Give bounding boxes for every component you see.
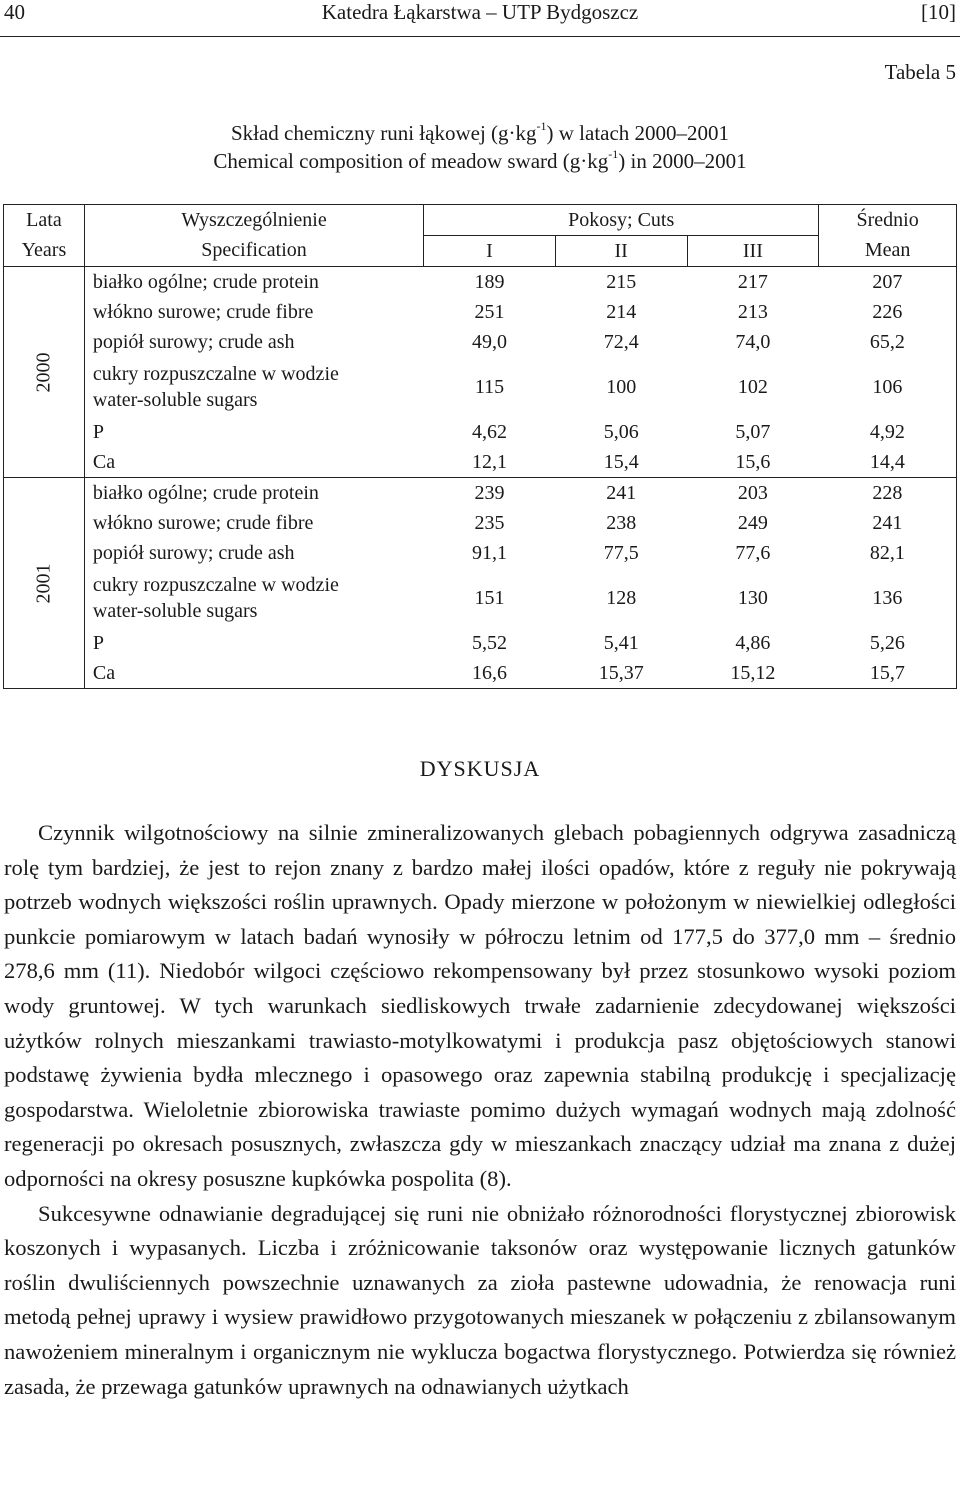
value-cell: 4,86 — [735, 631, 771, 654]
value-cell: 15,37 — [555, 658, 687, 689]
spec-cell: popiół surowy; crude ash — [92, 331, 295, 353]
mean-cell: 207 — [819, 267, 957, 298]
table-row — [4, 478, 957, 509]
value-cell: 74,0 — [735, 330, 771, 353]
header-cut-1: I — [424, 236, 556, 267]
value-cell: 189 — [474, 270, 505, 293]
paragraph: Sukcesywne odnawianie degradującej się runi nie obniżało różnorodności florystycznej zbiorowisk koszonych i wypasanych. Liczba i zróżnicowanie taksonów oraz występowanie licznych gatunków roślin dwuliściennych powszechnie uznawanych za zioła pastewne udowadnia, że renowacja runi metodą pełnej uprawy i wysiew prawidłowo przygotowanych mieszanek w połączeniu z zbilansowanym nawożeniem mineralnym i organicznym nie wyklucza bogactwa florystycznego. Potwierdza się również zasada, że przewaga gatunków uprawnych na odnawianych użytkach — [4, 1200, 956, 1399]
header-years-en: Years — [4, 236, 85, 267]
mean-cell: 65,2 — [819, 327, 957, 357]
header-mean: Średnio — [819, 205, 957, 236]
header-cuts: Pokosy; Cuts — [424, 205, 819, 236]
header-cut-2: II — [555, 236, 687, 267]
spec-cell — [84, 568, 423, 628]
value-cell: 251 — [474, 300, 505, 323]
value-cell: 115 — [474, 375, 505, 398]
year-label: 2000 — [32, 352, 55, 392]
header-specification-en: Specification — [84, 236, 423, 267]
value-cell: 217 — [737, 270, 768, 293]
table-row — [4, 568, 957, 628]
value-cell: 102 — [737, 375, 768, 398]
header-specification: Wyszczególnienie — [84, 205, 423, 236]
table-row — [4, 658, 957, 689]
value-cell: 49,0 — [472, 330, 508, 353]
spec-cell: Ca — [84, 447, 423, 478]
spec-cell: Ca — [84, 658, 423, 689]
running-title: Katedra Łąkarstwa – UTP Bydgoszcz — [321, 0, 639, 24]
value-cell: 238 — [606, 511, 637, 534]
value-cell: 77,6 — [735, 541, 771, 564]
value-cell: 203 — [737, 481, 768, 504]
table-caption-polish: Skład chemiczny runi łąkowej $(g\cdot kg^{-1})$ w latach 2000–2001 — [230, 119, 730, 145]
value-cell: 4,62 — [472, 420, 508, 443]
spec-line-en: water-soluble sugars — [92, 600, 258, 622]
spec-cell: włókno surowe; crude fibre — [92, 301, 314, 323]
value-cell: 100 — [606, 375, 637, 398]
table-row — [4, 447, 957, 478]
value-cell: 77,5 — [603, 541, 639, 564]
table-row — [4, 327, 957, 357]
spec-cell: białko ogólne; crude protein — [92, 482, 319, 504]
header-years: Lata — [4, 205, 85, 236]
mean-cell: 226 — [819, 297, 957, 327]
mean-cell: 82,1 — [819, 538, 957, 568]
chemical-composition-table — [3, 204, 957, 689]
value-cell: 235 — [474, 511, 505, 534]
spec-cell — [84, 357, 423, 417]
value-cell: 130 — [737, 586, 768, 609]
mean-cell: 136 — [819, 568, 957, 628]
value-cell: 151 — [474, 586, 505, 609]
value-cell: 91,1 — [472, 541, 508, 564]
year-label: 2001 — [32, 563, 55, 603]
value-cell: 213 — [737, 300, 768, 323]
paragraph: Czynnik wilgotnościowy na silnie zmineralizowanych glebach pobagiennych odgrywa zasadniczą rolę tym bardziej, że jest to rejon znany z bardzo małej ilości opadów, które z reguły nie pokrywają potrzeb wodnych większości roślin uprawnych. Opady mierzone w położonym w niewielkiej odległości punkcie pomiarowym w latach badań wynosiły w półroczu letnim od 177,5 do 377,0 mm – średnio 278,6 mm (11). Niedobór wilgoci częściowo rekompensowany był przez stosunkowo wysoki poziom wody gruntowej. W tych warunkach siedliskowych trwałe zadarnienie zdecydowanej większości użytków rolnych mieszankami trawiasto-motylkowatymi i produkcja pasz objętościowych stanowi podstawę żywienia bydła mlecznego i opasowego oraz zapewnia stabilną produkcję i specjalizację gospodarstwa. Wieloletnie zbiorowiska trawiaste pomimo dużych wymagań wodnych mają zdolność regeneracji po okresach posusznych, zwłaszcza gdy w mieszankach znaczący udział ma znana z dużej odporności na okresy posuszne kupkówka pospolita (8). — [4, 820, 956, 1191]
mean-cell: 5,26 — [819, 628, 957, 658]
section-heading: DYSKUSJA — [419, 756, 541, 781]
value-cell: 214 — [606, 300, 637, 323]
spec-cell: P — [92, 632, 104, 654]
header-mean-en: Mean — [819, 236, 957, 267]
spec-cell: włókno surowe; crude fibre — [92, 512, 314, 534]
value-cell: 15,6 — [687, 447, 819, 478]
value-cell: 12,1 — [424, 447, 556, 478]
value-cell: 249 — [737, 511, 768, 534]
value-cell: 241 — [606, 481, 637, 504]
year-2001-cell — [4, 478, 85, 689]
value-cell: 15,12 — [687, 658, 819, 689]
spec-line-en: water-soluble sugars — [92, 389, 258, 411]
table-header-row-2 — [4, 236, 957, 267]
issue-number: [10] — [921, 0, 956, 24]
spec-cell: popiół surowy; crude ash — [92, 542, 295, 564]
table-row — [4, 357, 957, 417]
spec-cell: P — [92, 421, 104, 443]
table-row — [4, 267, 957, 298]
header-cut-3: III — [687, 236, 819, 267]
mean-cell: 228 — [819, 478, 957, 509]
value-cell: 5,06 — [603, 420, 639, 443]
table-row — [4, 297, 957, 327]
value-cell: 16,6 — [424, 658, 556, 689]
spec-line-pl: cukry rozpuszczalne w wodzie — [92, 363, 339, 385]
table-label: Tabela 5 — [884, 60, 956, 84]
mean-cell: 14,4 — [819, 447, 957, 478]
table-row — [4, 628, 957, 658]
value-cell: 5,52 — [472, 631, 508, 654]
page-header — [0, 0, 960, 37]
mean-cell: 106 — [819, 357, 957, 417]
table-row — [4, 417, 957, 447]
value-cell: 72,4 — [603, 330, 639, 353]
table-caption-english: Chemical composition of meadow sward $(g\cdot kg^{-1})$ in 2000–2001 — [213, 147, 747, 173]
value-cell: 128 — [606, 586, 637, 609]
spec-cell: białko ogólne; crude protein — [92, 271, 319, 293]
table-row — [4, 508, 957, 538]
mean-cell: 15,7 — [819, 658, 957, 689]
year-2000-cell — [4, 267, 85, 478]
value-cell: 5,41 — [603, 631, 639, 654]
body-text — [4, 816, 956, 1404]
value-cell: 5,07 — [735, 420, 771, 443]
value-cell: 239 — [474, 481, 505, 504]
value-cell: 215 — [606, 270, 637, 293]
mean-cell: 4,92 — [819, 417, 957, 447]
spec-line-pl: cukry rozpuszczalne w wodzie — [92, 574, 339, 596]
table-row — [4, 538, 957, 568]
page-number: 40 — [4, 0, 25, 24]
mean-cell: 241 — [819, 508, 957, 538]
value-cell: 15,4 — [555, 447, 687, 478]
table-header-row-1 — [4, 205, 957, 236]
